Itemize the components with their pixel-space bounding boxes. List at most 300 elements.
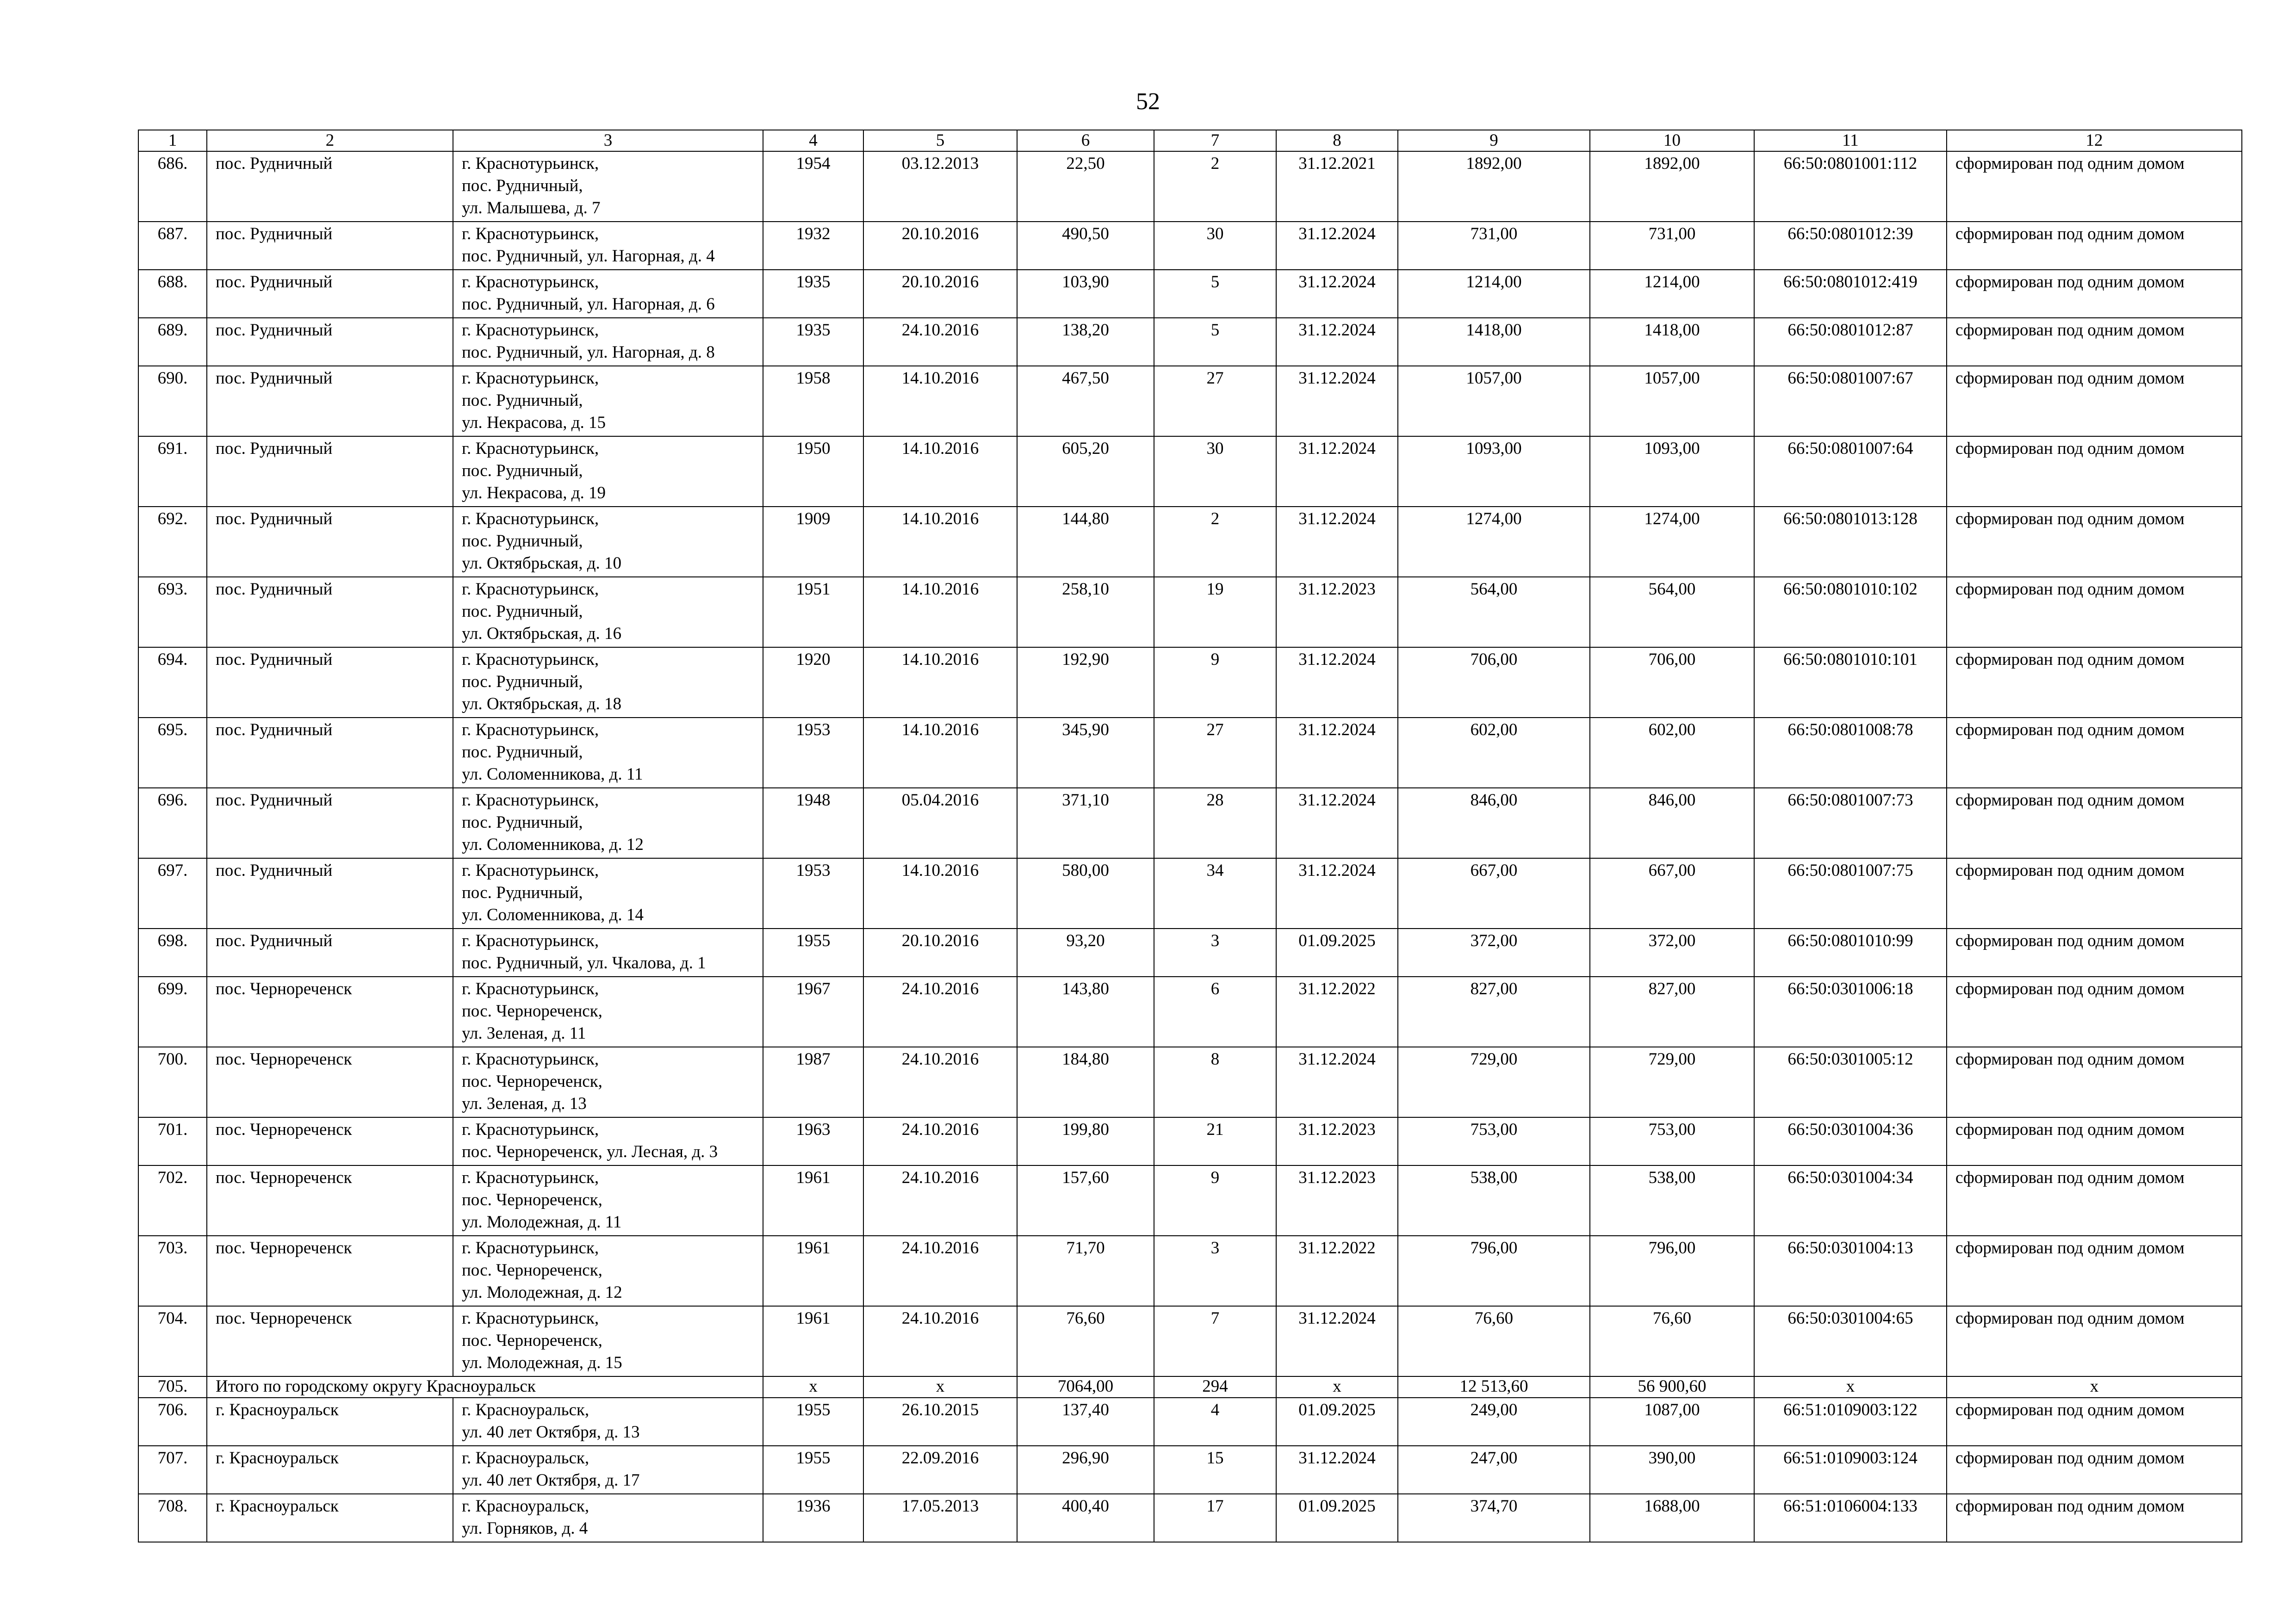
people-cell: 5: [1154, 270, 1276, 318]
area-cell: 76,60: [1017, 1306, 1154, 1376]
area-cell: 371,10: [1017, 788, 1154, 858]
deadline-cell: 31.12.2022: [1276, 1236, 1398, 1306]
area-cell: 258,10: [1017, 577, 1154, 647]
deadline-cell: 31.12.2021: [1276, 151, 1398, 222]
date-cell: 24.10.2016: [863, 318, 1017, 366]
value-10-cell: 1418,00: [1590, 318, 1754, 366]
deadline-cell: 31.12.2022: [1276, 977, 1398, 1047]
deadline-cell: 31.12.2024: [1276, 222, 1398, 270]
deadline-cell: 31.12.2024: [1276, 647, 1398, 718]
note-cell: сформирован под одним домом: [1947, 270, 2242, 318]
year-cell: 1948: [763, 788, 863, 858]
cadastral-number-cell: 66:50:0801001:112: [1754, 151, 1947, 222]
people-cell: 3: [1154, 929, 1276, 977]
year-cell: 1955: [763, 1446, 863, 1494]
year-cell: 1987: [763, 1047, 863, 1117]
note-cell: сформирован под одним домом: [1947, 1494, 2242, 1542]
date-cell: 26.10.2015: [863, 1398, 1017, 1446]
area-cell: 144,80: [1017, 507, 1154, 577]
settlement-cell: пос. Чернореченск: [207, 1236, 453, 1306]
note-cell: сформирован под одним домом: [1947, 577, 2242, 647]
area-cell: 467,50: [1017, 366, 1154, 436]
cadastral-number-cell: 66:50:0801007:75: [1754, 858, 1947, 929]
value-10-cell: 846,00: [1590, 788, 1754, 858]
value-10-cell: 1274,00: [1590, 507, 1754, 577]
date-cell: 14.10.2016: [863, 858, 1017, 929]
address-cell: г. Краснотурьинск, пос. Рудничный, ул. Нагорная, д. 4: [453, 222, 763, 270]
address-cell: г. Краснотурьинск, пос. Рудничный, ул. Октябрьская, д. 16: [453, 577, 763, 647]
settlement-cell: пос. Рудничный: [207, 436, 453, 507]
address-cell: г. Краснотурьинск, пос. Чернореченск, ул. Молодежная, д. 11: [453, 1165, 763, 1236]
year-cell: 1951: [763, 577, 863, 647]
note-cell: сформирован под одним домом: [1947, 1236, 2242, 1306]
address-cell: г. Краснотурьинск, пос. Рудничный, ул. Октябрьская, д. 18: [453, 647, 763, 718]
settlement-cell: г. Красноуральск: [207, 1398, 453, 1446]
year-cell: 1936: [763, 1494, 863, 1542]
column-header-10: 10: [1590, 130, 1754, 151]
year-cell: 1958: [763, 366, 863, 436]
table-row: [138, 270, 2242, 318]
people-cell: 30: [1154, 436, 1276, 507]
people-cell: 3: [1154, 1236, 1276, 1306]
people-cell: 27: [1154, 718, 1276, 788]
cadastral-number-cell: 66:50:0801007:73: [1754, 788, 1947, 858]
people-cell: 34: [1154, 858, 1276, 929]
date-cell: 22.09.2016: [863, 1446, 1017, 1494]
cadastral-number-cell: 66:51:0109003:122: [1754, 1398, 1947, 1446]
note-cell: сформирован под одним домом: [1947, 647, 2242, 718]
table-row: [138, 151, 2242, 222]
address-cell: г. Краснотурьинск, пос. Рудничный, ул. Соломенникова, д. 12: [453, 788, 763, 858]
table-row: [138, 222, 2242, 270]
deadline-cell: 31.12.2024: [1276, 507, 1398, 577]
row-number: 696.: [138, 788, 207, 858]
settlement-cell: пос. Рудничный: [207, 507, 453, 577]
value-9-cell: 827,00: [1398, 977, 1590, 1047]
area-cell: 400,40: [1017, 1494, 1154, 1542]
date-cell: 14.10.2016: [863, 718, 1017, 788]
value-10-cell: 667,00: [1590, 858, 1754, 929]
column-header-5: 5: [863, 130, 1017, 151]
year-cell: 1953: [763, 718, 863, 788]
area-cell: 7064,00: [1017, 1376, 1154, 1398]
value-10-cell: 1057,00: [1590, 366, 1754, 436]
year-cell: 1967: [763, 977, 863, 1047]
date-cell: 24.10.2016: [863, 1236, 1017, 1306]
table-row: [138, 1398, 2242, 1446]
value-9-cell: 1057,00: [1398, 366, 1590, 436]
value-9-cell: 12 513,60: [1398, 1376, 1590, 1398]
settlement-cell: пос. Рудничный: [207, 577, 453, 647]
cadastral-number-cell: 66:50:0801010:101: [1754, 647, 1947, 718]
settlement-cell: пос. Чернореченск: [207, 1117, 453, 1165]
deadline-cell: 01.09.2025: [1276, 1398, 1398, 1446]
year-cell: 1935: [763, 270, 863, 318]
date-cell: 14.10.2016: [863, 577, 1017, 647]
address-cell: г. Краснотурьинск, пос. Рудничный, ул. Соломенникова, д. 14: [453, 858, 763, 929]
value-9-cell: 1892,00: [1398, 151, 1590, 222]
deadline-cell: 31.12.2023: [1276, 1165, 1398, 1236]
deadline-cell: 31.12.2024: [1276, 718, 1398, 788]
area-cell: 184,80: [1017, 1047, 1154, 1117]
year-cell: 1954: [763, 151, 863, 222]
year-cell: 1961: [763, 1165, 863, 1236]
value-10-cell: 602,00: [1590, 718, 1754, 788]
deadline-cell: 31.12.2024: [1276, 1446, 1398, 1494]
table-row: [138, 1494, 2242, 1542]
value-10-cell: 76,60: [1590, 1306, 1754, 1376]
value-9-cell: 564,00: [1398, 577, 1590, 647]
cadastral-number-cell: х: [1754, 1376, 1947, 1398]
note-cell: сформирован под одним домом: [1947, 436, 2242, 507]
table-row: [138, 1117, 2242, 1165]
address-cell: г. Красноуральск, ул. 40 лет Октября, д. 13: [453, 1398, 763, 1446]
year-cell: 1955: [763, 1398, 863, 1446]
row-number: 706.: [138, 1398, 207, 1446]
people-cell: 8: [1154, 1047, 1276, 1117]
date-cell: 17.05.2013: [863, 1494, 1017, 1542]
column-header-12: 12: [1947, 130, 2242, 151]
people-cell: 4: [1154, 1398, 1276, 1446]
area-cell: 199,80: [1017, 1117, 1154, 1165]
year-cell: 1963: [763, 1117, 863, 1165]
table-row: [138, 929, 2242, 977]
address-cell: г. Краснотурьинск, пос. Чернореченск, ул. Зеленая, д. 13: [453, 1047, 763, 1117]
total-label: Итого по городскому округу Красноуральск: [207, 1376, 763, 1398]
people-cell: 21: [1154, 1117, 1276, 1165]
date-cell: 24.10.2016: [863, 1047, 1017, 1117]
address-cell: г. Краснотурьинск, пос. Рудничный, ул. Чкалова, д. 1: [453, 929, 763, 977]
value-10-cell: 753,00: [1590, 1117, 1754, 1165]
note-cell: х: [1947, 1376, 2242, 1398]
area-cell: 103,90: [1017, 270, 1154, 318]
date-cell: х: [863, 1376, 1017, 1398]
cadastral-number-cell: 66:50:0801007:67: [1754, 366, 1947, 436]
value-9-cell: 538,00: [1398, 1165, 1590, 1236]
settlement-cell: пос. Рудничный: [207, 151, 453, 222]
value-9-cell: 374,70: [1398, 1494, 1590, 1542]
value-10-cell: 1087,00: [1590, 1398, 1754, 1446]
address-cell: г. Краснотурьинск, пос. Рудничный, ул. Октябрьская, д. 10: [453, 507, 763, 577]
settlement-cell: пос. Рудничный: [207, 929, 453, 977]
address-cell: г. Краснотурьинск, пос. Рудничный, ул. Нагорная, д. 6: [453, 270, 763, 318]
column-header-2: 2: [207, 130, 453, 151]
table-row: [138, 718, 2242, 788]
cadastral-number-cell: 66:51:0106004:133: [1754, 1494, 1947, 1542]
year-cell: х: [763, 1376, 863, 1398]
settlement-cell: пос. Рудничный: [207, 270, 453, 318]
people-cell: 30: [1154, 222, 1276, 270]
table-row: [138, 577, 2242, 647]
deadline-cell: х: [1276, 1376, 1398, 1398]
row-number: 703.: [138, 1236, 207, 1306]
deadline-cell: 31.12.2024: [1276, 436, 1398, 507]
area-cell: 345,90: [1017, 718, 1154, 788]
deadline-cell: 31.12.2024: [1276, 788, 1398, 858]
year-cell: 1909: [763, 507, 863, 577]
date-cell: 24.10.2016: [863, 977, 1017, 1047]
cadastral-number-cell: 66:51:0109003:124: [1754, 1446, 1947, 1494]
note-cell: сформирован под одним домом: [1947, 718, 2242, 788]
settlement-cell: пос. Рудничный: [207, 318, 453, 366]
row-number: 708.: [138, 1494, 207, 1542]
people-cell: 7: [1154, 1306, 1276, 1376]
people-cell: 2: [1154, 507, 1276, 577]
value-10-cell: 564,00: [1590, 577, 1754, 647]
date-cell: 03.12.2013: [863, 151, 1017, 222]
column-number-row: [138, 130, 2242, 151]
cadastral-number-cell: 66:50:0801013:128: [1754, 507, 1947, 577]
date-cell: 24.10.2016: [863, 1165, 1017, 1236]
area-cell: 192,90: [1017, 647, 1154, 718]
row-number: 704.: [138, 1306, 207, 1376]
year-cell: 1953: [763, 858, 863, 929]
table-row: [138, 858, 2242, 929]
value-10-cell: 1892,00: [1590, 151, 1754, 222]
deadline-cell: 31.12.2024: [1276, 366, 1398, 436]
area-cell: 22,50: [1017, 151, 1154, 222]
settlement-cell: пос. Чернореченск: [207, 1165, 453, 1236]
row-number: 691.: [138, 436, 207, 507]
address-cell: г. Краснотурьинск, пос. Чернореченск, ул. Молодежная, д. 12: [453, 1236, 763, 1306]
column-header-8: 8: [1276, 130, 1398, 151]
date-cell: 24.10.2016: [863, 1306, 1017, 1376]
area-cell: 157,60: [1017, 1165, 1154, 1236]
value-9-cell: 753,00: [1398, 1117, 1590, 1165]
address-cell: г. Красноуральск, ул. Горняков, д. 4: [453, 1494, 763, 1542]
row-number: 698.: [138, 929, 207, 977]
row-number: 688.: [138, 270, 207, 318]
note-cell: сформирован под одним домом: [1947, 1165, 2242, 1236]
note-cell: сформирован под одним домом: [1947, 929, 2242, 977]
address-cell: г. Краснотурьинск, пос. Рудничный, ул. Некрасова, д. 15: [453, 366, 763, 436]
note-cell: сформирован под одним домом: [1947, 977, 2242, 1047]
cadastral-number-cell: 66:50:0301004:34: [1754, 1165, 1947, 1236]
area-cell: 490,50: [1017, 222, 1154, 270]
row-number: 689.: [138, 318, 207, 366]
row-number: 705.: [138, 1376, 207, 1398]
people-cell: 5: [1154, 318, 1276, 366]
deadline-cell: 31.12.2024: [1276, 270, 1398, 318]
value-9-cell: 667,00: [1398, 858, 1590, 929]
area-cell: 605,20: [1017, 436, 1154, 507]
address-cell: г. Краснотурьинск, пос. Рудничный, ул. Малышева, д. 7: [453, 151, 763, 222]
column-header-6: 6: [1017, 130, 1154, 151]
date-cell: 14.10.2016: [863, 366, 1017, 436]
cadastral-number-cell: 66:50:0301004:36: [1754, 1117, 1947, 1165]
year-cell: 1950: [763, 436, 863, 507]
table-row: [138, 366, 2242, 436]
note-cell: сформирован под одним домом: [1947, 788, 2242, 858]
row-number: 697.: [138, 858, 207, 929]
value-9-cell: 1274,00: [1398, 507, 1590, 577]
deadline-cell: 31.12.2024: [1276, 318, 1398, 366]
row-number: 694.: [138, 647, 207, 718]
value-9-cell: 796,00: [1398, 1236, 1590, 1306]
settlement-cell: пос. Чернореченск: [207, 1047, 453, 1117]
people-cell: 9: [1154, 1165, 1276, 1236]
table-row: [138, 1236, 2242, 1306]
date-cell: 14.10.2016: [863, 647, 1017, 718]
row-number: 692.: [138, 507, 207, 577]
address-cell: г. Краснотурьинск, пос. Рудничный, ул. Соломенникова, д. 11: [453, 718, 763, 788]
column-header-1: 1: [138, 130, 207, 151]
page-number: 52: [1136, 88, 1160, 115]
column-header-7: 7: [1154, 130, 1276, 151]
date-cell: 20.10.2016: [863, 222, 1017, 270]
note-cell: сформирован под одним домом: [1947, 1306, 2242, 1376]
table-body: [138, 151, 2242, 1542]
deadline-cell: 31.12.2023: [1276, 1117, 1398, 1165]
settlement-cell: пос. Рудничный: [207, 222, 453, 270]
date-cell: 05.04.2016: [863, 788, 1017, 858]
note-cell: сформирован под одним домом: [1947, 151, 2242, 222]
value-9-cell: 76,60: [1398, 1306, 1590, 1376]
row-number: 690.: [138, 366, 207, 436]
deadline-cell: 31.12.2023: [1276, 577, 1398, 647]
settlement-cell: г. Красноуральск: [207, 1494, 453, 1542]
row-number: 700.: [138, 1047, 207, 1117]
year-cell: 1932: [763, 222, 863, 270]
row-number: 699.: [138, 977, 207, 1047]
value-10-cell: 731,00: [1590, 222, 1754, 270]
table-row: [138, 318, 2242, 366]
row-number: 686.: [138, 151, 207, 222]
date-cell: 20.10.2016: [863, 929, 1017, 977]
value-9-cell: 249,00: [1398, 1398, 1590, 1446]
note-cell: сформирован под одним домом: [1947, 318, 2242, 366]
settlement-cell: пос. Рудничный: [207, 858, 453, 929]
address-cell: г. Краснотурьинск, пос. Рудничный, ул. Некрасова, д. 19: [453, 436, 763, 507]
table-row: [138, 788, 2242, 858]
row-number: 687.: [138, 222, 207, 270]
people-cell: 9: [1154, 647, 1276, 718]
value-10-cell: 372,00: [1590, 929, 1754, 977]
area-cell: 71,70: [1017, 1236, 1154, 1306]
table-row: [138, 507, 2242, 577]
address-cell: г. Краснотурьинск, пос. Рудничный, ул. Нагорная, д. 8: [453, 318, 763, 366]
cadastral-number-cell: 66:50:0801007:64: [1754, 436, 1947, 507]
table-row: [138, 1047, 2242, 1117]
table-row: [138, 977, 2242, 1047]
value-9-cell: 729,00: [1398, 1047, 1590, 1117]
year-cell: 1961: [763, 1306, 863, 1376]
area-cell: 580,00: [1017, 858, 1154, 929]
settlement-cell: пос. Рудничный: [207, 718, 453, 788]
value-10-cell: 538,00: [1590, 1165, 1754, 1236]
cadastral-number-cell: 66:50:0801012:87: [1754, 318, 1947, 366]
year-cell: 1961: [763, 1236, 863, 1306]
settlement-cell: пос. Рудничный: [207, 366, 453, 436]
cadastral-number-cell: 66:50:0801012:39: [1754, 222, 1947, 270]
note-cell: сформирован под одним домом: [1947, 858, 2242, 929]
deadline-cell: 31.12.2024: [1276, 858, 1398, 929]
note-cell: сформирован под одним домом: [1947, 1117, 2242, 1165]
value-10-cell: 1093,00: [1590, 436, 1754, 507]
area-cell: 296,90: [1017, 1446, 1154, 1494]
settlement-cell: пос. Рудничный: [207, 788, 453, 858]
settlement-cell: г. Красноуральск: [207, 1446, 453, 1494]
settlement-cell: пос. Чернореченск: [207, 1306, 453, 1376]
date-cell: 20.10.2016: [863, 270, 1017, 318]
value-9-cell: 706,00: [1398, 647, 1590, 718]
area-cell: 138,20: [1017, 318, 1154, 366]
value-9-cell: 372,00: [1398, 929, 1590, 977]
column-header-11: 11: [1754, 130, 1947, 151]
cadastral-number-cell: 66:50:0801008:78: [1754, 718, 1947, 788]
cadastral-number-cell: 66:50:0801012:419: [1754, 270, 1947, 318]
table-row: [138, 647, 2242, 718]
value-9-cell: 247,00: [1398, 1446, 1590, 1494]
address-cell: г. Краснотурьинск, пос. Чернореченск, ул. Зеленая, д. 11: [453, 977, 763, 1047]
year-cell: 1955: [763, 929, 863, 977]
people-cell: 6: [1154, 977, 1276, 1047]
deadline-cell: 31.12.2024: [1276, 1306, 1398, 1376]
people-cell: 19: [1154, 577, 1276, 647]
note-cell: сформирован под одним домом: [1947, 222, 2242, 270]
year-cell: 1935: [763, 318, 863, 366]
address-cell: г. Красноуральск, ул. 40 лет Октября, д. 17: [453, 1446, 763, 1494]
cadastral-number-cell: 66:50:0301006:18: [1754, 977, 1947, 1047]
housing-registry-table: [138, 130, 2242, 1542]
cadastral-number-cell: 66:50:0301005:12: [1754, 1047, 1947, 1117]
value-9-cell: 1214,00: [1398, 270, 1590, 318]
area-cell: 137,40: [1017, 1398, 1154, 1446]
cadastral-number-cell: 66:50:0301004:13: [1754, 1236, 1947, 1306]
value-10-cell: 1688,00: [1590, 1494, 1754, 1542]
table-header: [138, 130, 2242, 151]
value-10-cell: 1214,00: [1590, 270, 1754, 318]
note-cell: сформирован под одним домом: [1947, 507, 2242, 577]
row-number: 701.: [138, 1117, 207, 1165]
deadline-cell: 01.09.2025: [1276, 1494, 1398, 1542]
row-number: 707.: [138, 1446, 207, 1494]
people-cell: 15: [1154, 1446, 1276, 1494]
people-cell: 27: [1154, 366, 1276, 436]
value-10-cell: 827,00: [1590, 977, 1754, 1047]
row-number: 693.: [138, 577, 207, 647]
date-cell: 14.10.2016: [863, 436, 1017, 507]
value-10-cell: 56 900,60: [1590, 1376, 1754, 1398]
settlement-cell: пос. Рудничный: [207, 647, 453, 718]
note-cell: сформирован под одним домом: [1947, 1047, 2242, 1117]
value-9-cell: 731,00: [1398, 222, 1590, 270]
column-header-4: 4: [763, 130, 863, 151]
area-cell: 93,20: [1017, 929, 1154, 977]
area-cell: 143,80: [1017, 977, 1154, 1047]
column-header-3: 3: [453, 130, 763, 151]
value-9-cell: 1093,00: [1398, 436, 1590, 507]
value-10-cell: 390,00: [1590, 1446, 1754, 1494]
value-10-cell: 729,00: [1590, 1047, 1754, 1117]
year-cell: 1920: [763, 647, 863, 718]
table-row: [138, 1446, 2242, 1494]
people-cell: 28: [1154, 788, 1276, 858]
value-9-cell: 846,00: [1398, 788, 1590, 858]
table-row: [138, 1165, 2242, 1236]
address-cell: г. Краснотурьинск, пос. Чернореченск, ул. Молодежная, д. 15: [453, 1306, 763, 1376]
table-row: [138, 1306, 2242, 1376]
date-cell: 24.10.2016: [863, 1117, 1017, 1165]
note-cell: сформирован под одним домом: [1947, 1398, 2242, 1446]
total-row: [138, 1376, 2242, 1398]
cadastral-number-cell: 66:50:0301004:65: [1754, 1306, 1947, 1376]
value-9-cell: 1418,00: [1398, 318, 1590, 366]
address-cell: г. Краснотурьинск, пос. Чернореченск, ул. Лесная, д. 3: [453, 1117, 763, 1165]
people-cell: 294: [1154, 1376, 1276, 1398]
deadline-cell: 01.09.2025: [1276, 929, 1398, 977]
deadline-cell: 31.12.2024: [1276, 1047, 1398, 1117]
